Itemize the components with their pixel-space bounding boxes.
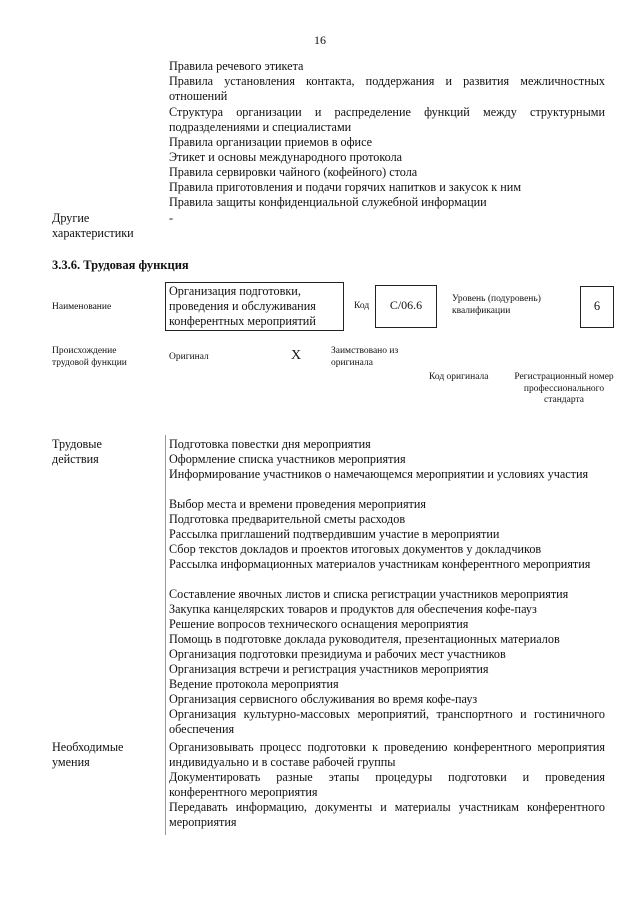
code-original-label: Код оригинала bbox=[429, 372, 489, 382]
action-item: Организация встречи и регистрация участников мероприятия bbox=[169, 662, 489, 676]
code-box bbox=[375, 285, 437, 328]
column-divider bbox=[165, 435, 166, 835]
code-label: Код bbox=[354, 301, 370, 311]
skills-label: Необходимые умения bbox=[52, 740, 124, 769]
action-item: Решение вопросов технического оснащения мероприятия bbox=[169, 617, 469, 631]
action-item: Помощь в подготовке доклада руководителя, презентационных материалов bbox=[169, 632, 560, 646]
level-value: 6 bbox=[593, 299, 601, 313]
action-item: Организация культурно-массовых мероприятий, транспортного и гостиничного обеспечения bbox=[169, 707, 605, 736]
action-item: Закупка канцелярских товаров и продуктов для обеспечения кофе-пауз bbox=[169, 602, 537, 616]
original-mark: X bbox=[291, 348, 302, 363]
action-item: Ведение протокола мероприятия bbox=[169, 677, 339, 691]
action-item: Организация сервисного обслуживания во время кофе-пауз bbox=[169, 692, 478, 706]
name-box bbox=[165, 282, 344, 331]
code-value: С/06.6 bbox=[389, 298, 423, 312]
action-item: Сбор текстов докладов и проектов итоговых документов у докладчиков bbox=[169, 542, 542, 556]
list-item: Правила сервировки чайного (кофейного) стола bbox=[169, 165, 418, 179]
action-item: Подготовка предварительной сметы расходов bbox=[169, 512, 406, 526]
borrowed-label: Заимствовано из оригинала bbox=[331, 346, 399, 368]
level-label: Уровень (подуровень) квалификации bbox=[452, 294, 541, 316]
skill-item: Документировать разные этапы процедуры подготовки и проведения конферентного мероприятия bbox=[169, 770, 605, 799]
list-item: Правила организации приемов в офисе bbox=[169, 135, 373, 149]
action-item: Организация подготовки президиума и рабочих мест участников bbox=[169, 647, 506, 661]
origin-label: Происхождение трудовой функции bbox=[52, 346, 127, 368]
skill-item: Организовывать процесс подготовки к проведению конферентного мероприятия индивидуально и в составе рабочей группы bbox=[169, 740, 605, 769]
action-item: Выбор места и времени проведения мероприятия bbox=[169, 497, 427, 511]
name-label: Наименование bbox=[52, 302, 112, 312]
level-box bbox=[580, 286, 614, 328]
list-item: Этикет и основы международного протокола bbox=[169, 150, 403, 164]
action-item: Рассылка приглашений подтвердившим участие в мероприятии bbox=[169, 527, 500, 541]
other-characteristics-label: Другие характеристики bbox=[52, 211, 134, 240]
action-item: Информирование участников о намечающемся мероприятии и условиях участия bbox=[169, 467, 589, 481]
page-number: 16 bbox=[314, 33, 326, 47]
list-item: Правила приготовления и подачи горячих напитков и закусок к ним bbox=[169, 180, 522, 194]
list-item: Правила установления контакта, поддержания и развития межличностных отношений bbox=[169, 74, 605, 103]
action-item: Рассылка информационных материалов участникам конферентного мероприятия bbox=[169, 557, 591, 571]
name-value: Организация подготовки, проведения и обслуживания конферентных мероприятий bbox=[169, 284, 316, 328]
action-item: Составление явочных листов и списка регистрации участников мероприятия bbox=[169, 587, 569, 601]
reg-number-label: Регистрационный номер профессионального стандарта bbox=[514, 372, 614, 405]
list-item: Структура организации и распределение функций между структурными подразделениями и специалистами bbox=[169, 105, 605, 134]
action-item: Оформление списка участников мероприятия bbox=[169, 452, 406, 466]
original-label: Оригинал bbox=[169, 352, 209, 362]
list-item: Правила речевого этикета bbox=[169, 59, 304, 73]
actions-label: Трудовые действия bbox=[52, 437, 102, 466]
action-item: Подготовка повестки дня мероприятия bbox=[169, 437, 371, 451]
skill-item: Передавать информацию, документы и материалы участникам конферентного мероприятия bbox=[169, 800, 605, 829]
list-item: Правила защиты конфиденциальной служебной информации bbox=[169, 195, 487, 209]
section-title: 3.3.6. Трудовая функция bbox=[52, 258, 189, 272]
other-characteristics-value: - bbox=[169, 211, 174, 225]
